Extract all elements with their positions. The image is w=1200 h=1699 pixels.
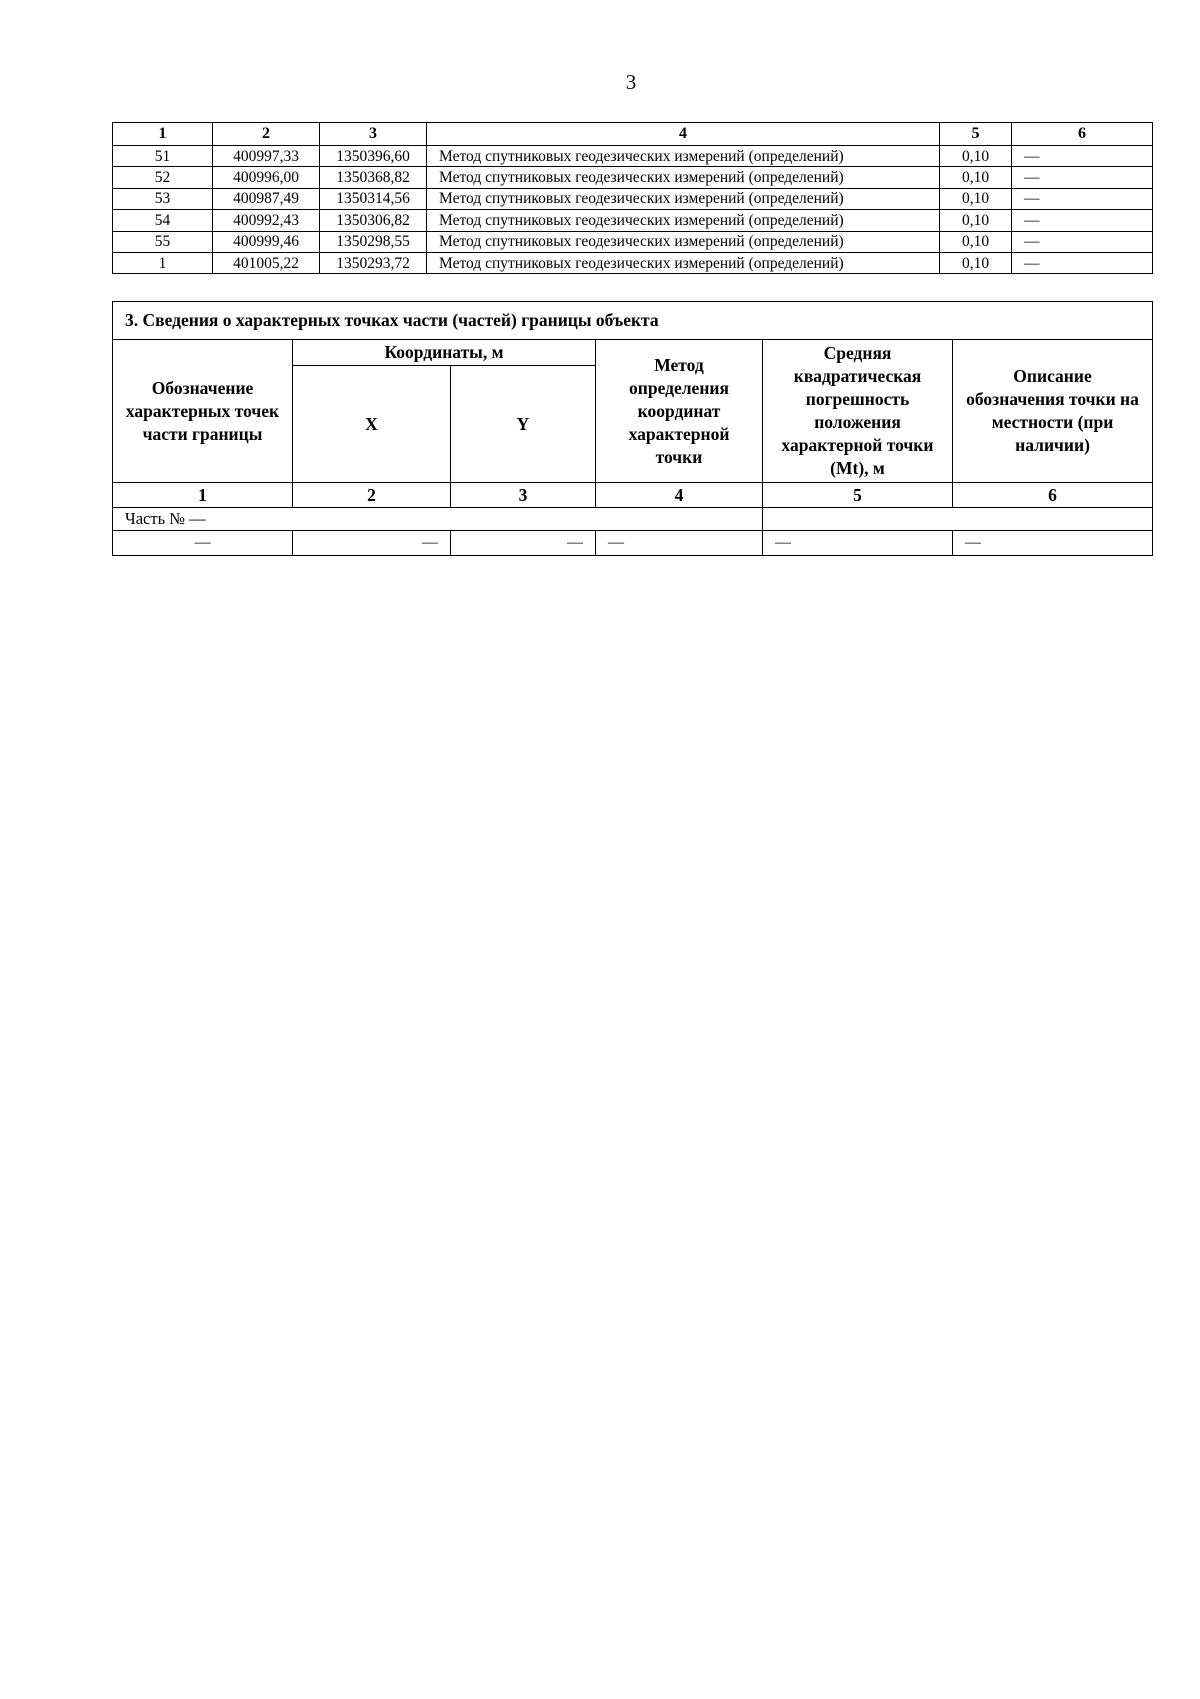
accuracy: 0,10	[940, 146, 1012, 167]
designation-header: Обозначение характерных точек части границы	[113, 340, 293, 483]
x-header: X	[293, 366, 451, 483]
empty-value: —	[451, 531, 596, 556]
y-coordinate: 1350368,82	[320, 167, 427, 188]
accuracy-header: Средняя квадратическая погрешность положения характерной точки (Mt), м	[763, 340, 953, 483]
y-header: Y	[451, 366, 596, 483]
y-coordinate: 1350314,56	[320, 188, 427, 209]
column-header: 6	[1012, 123, 1153, 146]
column-number: 2	[293, 483, 451, 508]
y-coordinate: 1350298,55	[320, 231, 427, 252]
part-label-empty	[763, 508, 1153, 531]
accuracy: 0,10	[940, 210, 1012, 231]
x-coordinate: 400996,00	[213, 167, 320, 188]
column-number: 6	[953, 483, 1153, 508]
column-header: 1	[113, 123, 213, 146]
method: Метод спутниковых геодезических измерений (определений)	[427, 167, 940, 188]
y-coordinate: 1350306,82	[320, 210, 427, 231]
x-coordinate: 400999,46	[213, 231, 320, 252]
table-row	[113, 210, 1153, 231]
method: Метод спутниковых геодезических измерений (определений)	[427, 252, 940, 273]
coordinates-header: Координаты, м	[293, 340, 596, 366]
description: —	[1012, 188, 1153, 209]
page-number: 3	[625, 70, 637, 94]
y-coordinate: 1350396,60	[320, 146, 427, 167]
empty-value: —	[953, 531, 1153, 556]
empty-value: —	[113, 531, 293, 556]
description-header: Описание обозначения точки на местности (при наличии)	[953, 340, 1153, 483]
method: Метод спутниковых геодезических измерений (определений)	[427, 231, 940, 252]
accuracy: 0,10	[940, 167, 1012, 188]
description: —	[1012, 210, 1153, 231]
column-header: 4	[427, 123, 940, 146]
column-number: 4	[596, 483, 763, 508]
empty-value: —	[293, 531, 451, 556]
x-coordinate: 401005,22	[213, 252, 320, 273]
accuracy: 0,10	[940, 231, 1012, 252]
table-row	[113, 531, 1153, 556]
x-coordinate: 400997,33	[213, 146, 320, 167]
point-number: 53	[113, 188, 213, 209]
column-header: 2	[213, 123, 320, 146]
part-label: Часть № —	[113, 508, 763, 531]
description: —	[1012, 252, 1153, 273]
point-number: 51	[113, 146, 213, 167]
column-number: 1	[113, 483, 293, 508]
method-header: Метод определения координат характерной точки	[596, 340, 763, 483]
table-row	[113, 188, 1153, 209]
empty-value: —	[596, 531, 763, 556]
y-coordinate: 1350293,72	[320, 252, 427, 273]
column-header: 3	[320, 123, 427, 146]
table-row	[113, 146, 1153, 167]
coordinates-table	[112, 122, 1153, 274]
point-number: 1	[113, 252, 213, 273]
column-header: 5	[940, 123, 1012, 146]
table-row	[113, 231, 1153, 252]
x-coordinate: 400992,43	[213, 210, 320, 231]
point-number: 52	[113, 167, 213, 188]
point-number: 54	[113, 210, 213, 231]
section-title: 3. Сведения о характерных точках части (частей) границы объекта	[113, 302, 1153, 340]
column-number: 3	[451, 483, 596, 508]
description: —	[1012, 231, 1153, 252]
table-row	[113, 167, 1153, 188]
column-number: 5	[763, 483, 953, 508]
accuracy: 0,10	[940, 252, 1012, 273]
x-coordinate: 400987,49	[213, 188, 320, 209]
table-row	[113, 252, 1153, 273]
empty-value: —	[763, 531, 953, 556]
column-numbers-row	[113, 483, 1153, 508]
point-number: 55	[113, 231, 213, 252]
method: Метод спутниковых геодезических измерений (определений)	[427, 188, 940, 209]
boundary-parts-table	[112, 301, 1153, 556]
description: —	[1012, 146, 1153, 167]
method: Метод спутниковых геодезических измерений (определений)	[427, 146, 940, 167]
coordinates-table-header	[113, 123, 1153, 146]
accuracy: 0,10	[940, 188, 1012, 209]
method: Метод спутниковых геодезических измерений (определений)	[427, 210, 940, 231]
description: —	[1012, 167, 1153, 188]
